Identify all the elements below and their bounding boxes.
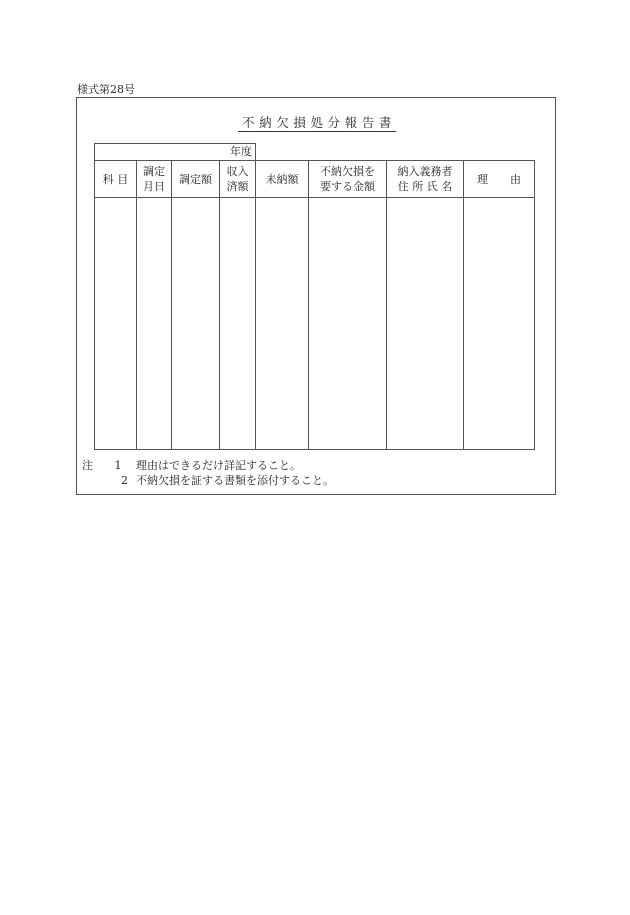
table-row <box>95 198 535 450</box>
note-text: 理由はできるだけ詳記すること。 <box>136 459 301 472</box>
header-subject: 科 目 <box>95 161 137 198</box>
year-label: 年度 <box>230 145 252 158</box>
header-payer-info: 納入義務者 住 所 氏 名 <box>387 161 464 198</box>
cell-reason[interactable] <box>464 198 535 450</box>
cell-writeoff-amount[interactable] <box>309 198 387 450</box>
header-writeoff-amount: 不納欠損を 要する金額 <box>309 161 387 198</box>
note-item-1 <box>82 458 334 473</box>
cell-assessment-amount[interactable] <box>172 198 220 450</box>
cell-subject[interactable] <box>95 198 137 450</box>
cell-unpaid-amount[interactable] <box>256 198 309 450</box>
cell-payer-info[interactable] <box>387 198 464 450</box>
note-item-2 <box>82 473 334 488</box>
notes <box>82 458 334 488</box>
year-row <box>95 144 535 161</box>
header-assessment-date: 調定 月日 <box>137 161 172 198</box>
header-received-amount: 収入 済額 <box>220 161 256 198</box>
header-assessment-amount: 調定額 <box>172 161 220 198</box>
document-title <box>77 116 557 130</box>
year-row-blank <box>256 144 535 161</box>
note-text: 不納欠損を証する書類を添付すること。 <box>136 474 334 487</box>
report-form-frame <box>76 97 556 495</box>
cell-received-amount[interactable] <box>220 198 256 450</box>
note-prefix: 注 <box>82 459 93 472</box>
header-row <box>95 161 535 198</box>
note-number: 2 <box>121 474 128 487</box>
year-cell <box>95 144 256 161</box>
writeoff-report-table <box>94 143 535 450</box>
note-number: 1 <box>114 459 122 472</box>
document-title-text: 不納欠損処分報告書 <box>238 115 396 132</box>
form-number: 様式第28号 <box>77 83 135 96</box>
header-unpaid-amount: 未納額 <box>256 161 309 198</box>
cell-assessment-date[interactable] <box>137 198 172 450</box>
header-reason: 理 由 <box>464 161 535 198</box>
